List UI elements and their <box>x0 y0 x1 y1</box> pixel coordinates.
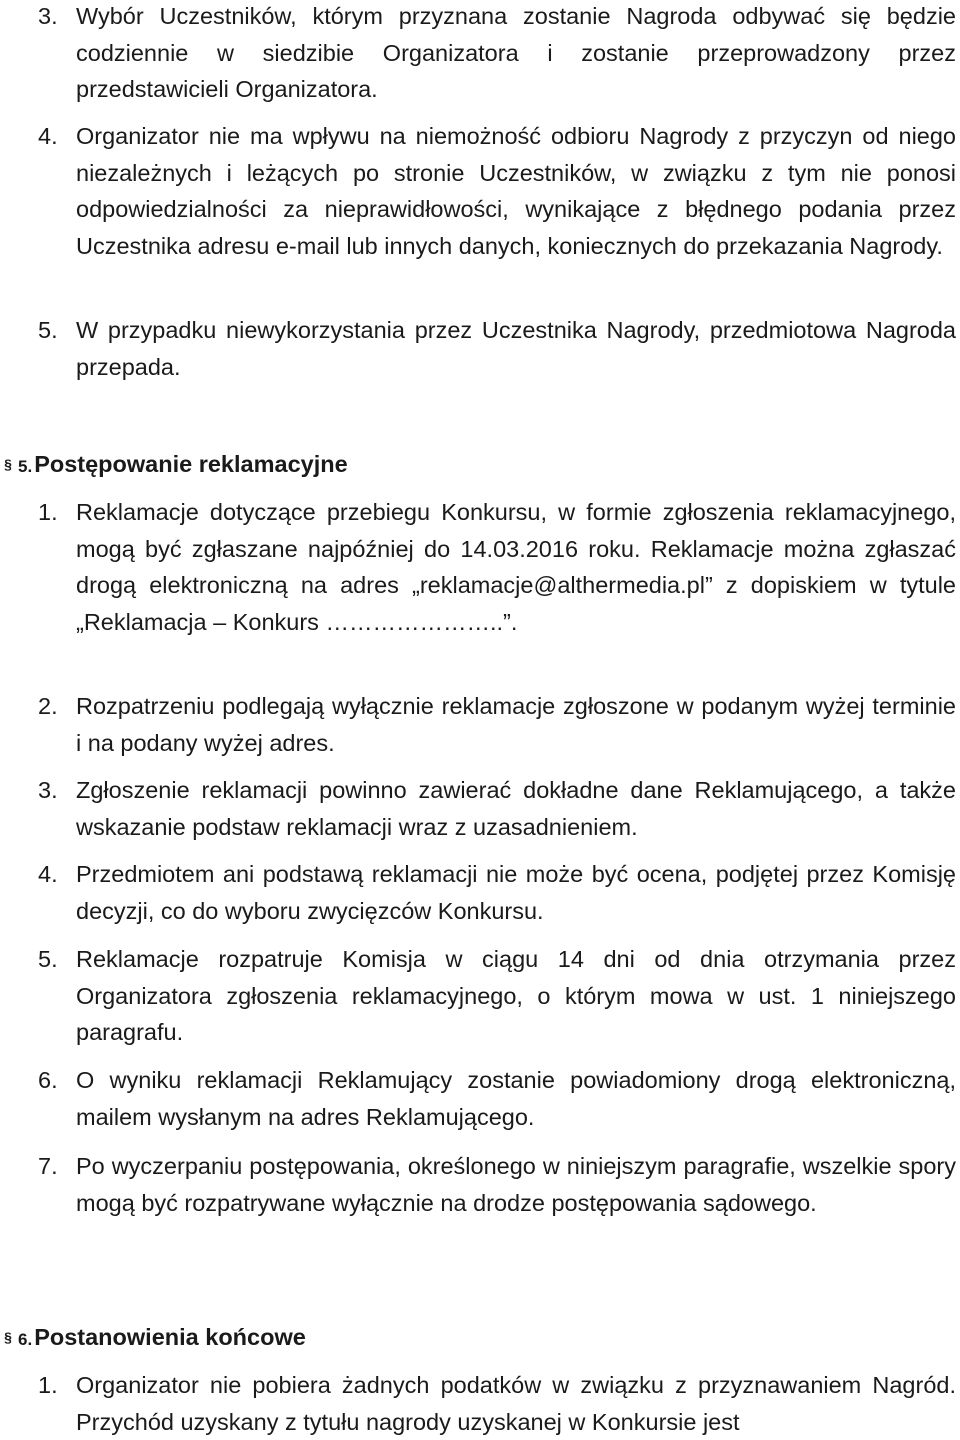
list-item-text: Rozpatrzeniu podlegają wyłącznie reklamacje zgłoszone w podanym wyżej terminie i na podany wyżej adres. <box>76 693 956 756</box>
list-item-text: Organizator nie ma wpływu na niemożność odbioru Nagrody z przyczyn od niego niezależnych i leżących po stronie Uczestników, w związku z tym nie ponosi odpowiedzialności za nieprawidłowości, wynikające z błędnego podania przez Uczestnika adresu e-mail lub innych danych, koniecznych do przekazania Nagrody. <box>76 123 956 259</box>
list-item-number: 5. <box>38 946 58 972</box>
list-item-number: 4. <box>38 861 58 887</box>
list-item-number: 3. <box>38 777 58 803</box>
list-item <box>38 772 956 845</box>
list-item <box>38 688 956 761</box>
list-item-text: Zgłoszenie reklamacji powinno zawierać dokładne dane Reklamującego, a także wskazanie podstaw reklamacji wraz z uzasadnieniem. <box>76 777 956 840</box>
list-item-number: 4. <box>38 123 58 149</box>
list-item-text: Organizator nie pobiera żadnych podatków w związku z przyznawaniem Nagród. Przychód uzyskany z tytułu nagrody uzyskanej w Konkursie jest <box>76 1372 956 1435</box>
list-item <box>38 941 956 1051</box>
list-item-number: 1. <box>38 499 58 525</box>
list-item <box>38 1062 956 1135</box>
list-item <box>38 1148 956 1221</box>
section-number: 5. <box>18 457 33 476</box>
list-item-text: Wybór Uczestników, którym przyznana zostanie Nagroda odbywać się będzie codziennie w siedzibie Organizatora i zostanie przeprowadzony przez przedstawicieli Organizatora. <box>76 3 956 102</box>
list-item-text: O wyniku reklamacji Reklamujący zostanie powiadomiony drogą elektroniczną, mailem wysłanym na adres Reklamującego. <box>76 1067 956 1130</box>
list-item-text: W przypadku niewykorzystania przez Uczestnika Nagrody, przedmiotowa Nagroda przepada. <box>76 317 956 380</box>
section-heading <box>0 446 348 482</box>
list-item-text: Przedmiotem ani podstawą reklamacji nie może być ocena, podjętej przez Komisję decyzji, co do wyboru zwycięzców Konkursu. <box>76 861 956 924</box>
list-item-number: 6. <box>38 1067 58 1093</box>
section-number: 6. <box>18 1330 33 1349</box>
section-title: Postępowanie reklamacyjne <box>34 451 348 477</box>
section-heading <box>0 1319 306 1355</box>
list-item <box>38 0 956 108</box>
list-item-text: Po wyczerpaniu postępowania, określonego w niniejszym paragrafie, wszelkie spory mogą być rozpatrywane wyłącznie na drodze postępowania sądowego. <box>76 1153 956 1216</box>
list-item-number: 1. <box>38 1372 58 1398</box>
list-item <box>38 1367 956 1440</box>
paragraph-symbol-icon: § <box>4 455 12 472</box>
list-item-number: 7. <box>38 1153 58 1179</box>
list-item-text: Reklamacje rozpatruje Komisja w ciągu 14 dni od dnia otrzymania przez Organizatora zgłoszenia reklamacyjnego, o którym mowa w ust. 1 niniejszego paragrafu. <box>76 946 956 1045</box>
list-item-text: Reklamacje dotyczące przebiegu Konkursu, w formie zgłoszenia reklamacyjnego, mogą być zgłaszane najpóźniej do 14.03.2016 roku. Reklamacje można zgłaszać drogą elektroniczną na adres „reklamacje@althermedia.pl” z dopiskiem w tytule „Reklamacja – Konkurs …………………..”. <box>76 499 956 635</box>
list-item-number: 2. <box>38 693 58 719</box>
paragraph-symbol-icon: § <box>4 1328 12 1345</box>
section-title: Postanowienia końcowe <box>34 1324 306 1350</box>
list-item-number: 5. <box>38 317 58 343</box>
list-item <box>38 312 956 385</box>
list-item <box>38 118 956 264</box>
list-item <box>38 494 956 640</box>
list-item <box>38 856 956 929</box>
list-item-number: 3. <box>38 3 58 29</box>
